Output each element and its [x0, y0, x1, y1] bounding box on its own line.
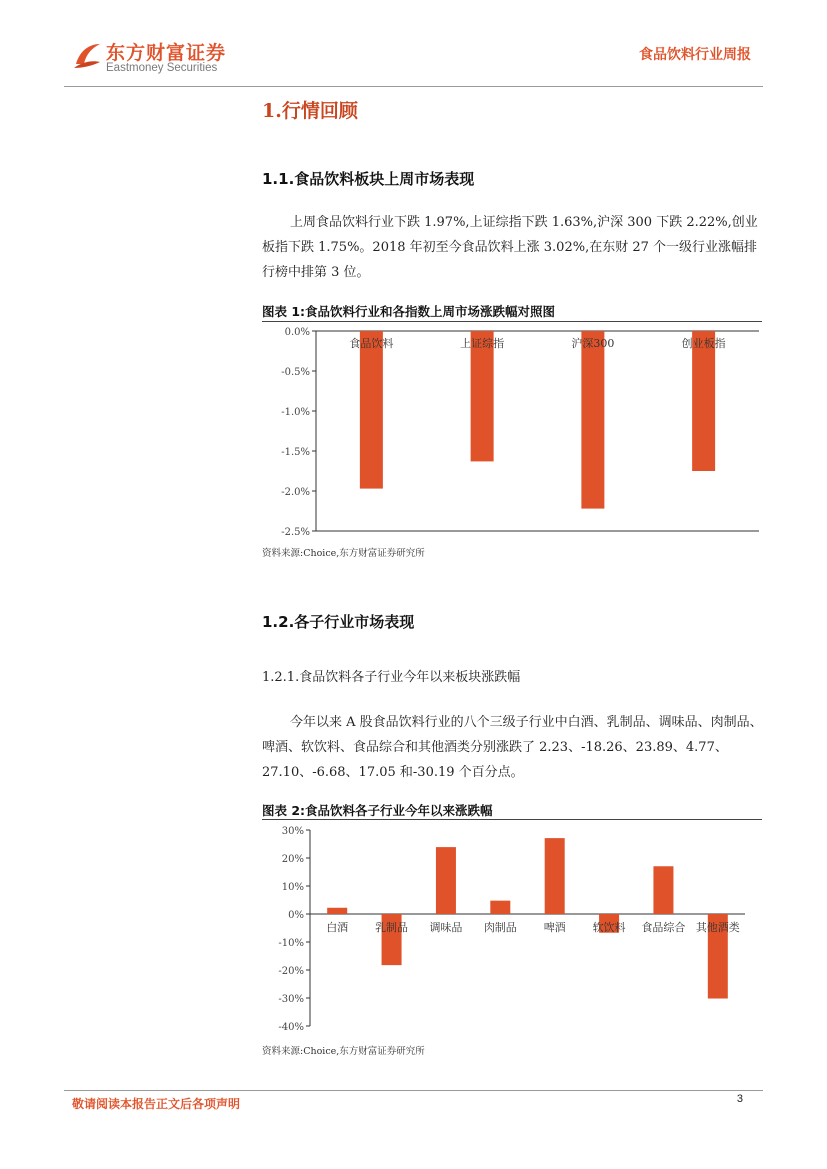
y-tick-label: 30% — [281, 826, 304, 837]
y-tick-label: 10% — [281, 882, 304, 893]
bar — [545, 838, 565, 914]
y-tick-label: 20% — [281, 854, 304, 865]
y-tick-label: -1.0% — [281, 407, 310, 418]
bar — [360, 331, 383, 489]
figure2-title: 图表 2:食品饮料各子行业今年以来涨跌幅 — [262, 803, 493, 818]
figure1-chart — [262, 322, 762, 544]
y-tick-label: -10% — [278, 938, 304, 949]
bar — [327, 908, 347, 914]
figure1-svg — [262, 322, 762, 540]
y-tick-label: -2.5% — [281, 527, 310, 538]
paragraph-market-performance — [262, 210, 767, 285]
x-category-label: 软饮料 — [592, 921, 626, 934]
footer-divider — [64, 1090, 763, 1091]
bar — [581, 331, 604, 509]
x-category-label: 其他酒类 — [695, 921, 740, 934]
y-tick-label: -1.5% — [281, 447, 310, 458]
y-tick-label: -30% — [278, 994, 304, 1005]
logo-mark-icon — [72, 40, 102, 70]
subsection-title-1-2: 1.2.各子行业市场表现 — [262, 613, 415, 631]
bar — [490, 901, 510, 914]
y-tick-label: -20% — [278, 966, 304, 977]
brand-name-en: Eastmoney Securities — [106, 62, 218, 74]
x-category-label: 肉制品 — [483, 921, 517, 934]
y-tick-label: 0% — [288, 910, 304, 921]
figure2-svg — [262, 820, 762, 1038]
figure2-chart — [262, 820, 762, 1042]
y-tick-label: -2.0% — [281, 487, 310, 498]
x-category-label: 食品饮料 — [349, 337, 394, 350]
bar — [653, 866, 673, 914]
x-category-label: 上证综指 — [460, 337, 505, 350]
paragraph-text: 今年以来 A 股食品饮料行业的八个三级子行业中白酒、乳制品、调味品、肉制品、啤酒、软饮料、食品综合和其他酒类分别涨跌了 2.23、-18.26、23.89、4.77、27.10、-6.68、17.05 和-30.19 个百分点。 — [262, 715, 763, 780]
y-tick-label: 0.0% — [284, 327, 310, 338]
report-type: 食品饮料行业周报 — [639, 47, 751, 63]
x-category-label: 调味品 — [429, 921, 463, 934]
bar — [692, 331, 715, 471]
bar — [436, 847, 456, 914]
subsection-title-1-2-1: 1.2.1.食品饮料各子行业今年以来板块涨跌幅 — [262, 670, 521, 685]
x-category-label: 沪深300 — [571, 337, 615, 350]
x-category-label: 白酒 — [326, 921, 349, 934]
y-tick-label: -0.5% — [281, 367, 310, 378]
paragraph-subsector-performance — [262, 710, 767, 785]
x-category-label: 食品综合 — [641, 921, 686, 934]
figure1-source: 资料来源:Choice,东方财富证券研究所 — [262, 548, 425, 559]
subsection-title-1-1: 1.1.食品饮料板块上周市场表现 — [262, 170, 475, 188]
x-category-label: 啤酒 — [543, 921, 566, 934]
footer-disclaimer: 敬请阅读本报告正文后各项声明 — [72, 1097, 241, 1111]
figure1-title: 图表 1:食品饮料行业和各指数上周市场涨跌幅对照图 — [262, 304, 556, 319]
section-title: 1.行情回顾 — [262, 100, 358, 122]
bar — [471, 331, 494, 461]
x-category-label: 创业板指 — [681, 337, 726, 350]
header-divider — [64, 86, 763, 87]
figure2-source: 资料来源:Choice,东方财富证券研究所 — [262, 1046, 425, 1057]
x-category-label: 乳制品 — [375, 921, 409, 934]
y-tick-label: -40% — [278, 1022, 304, 1033]
company-logo — [72, 38, 232, 78]
page-number: 3 — [736, 1093, 743, 1105]
paragraph-text: 上周食品饮料行业下跌 1.97%,上证综指下跌 1.63%,沪深 300 下跌 2.22%,创业板指下跌 1.75%。2018 年初至今食品饮料上涨 3.02%,在东财 27 个一级行业涨幅排行榜中排第 3 位。 — [262, 215, 758, 280]
brand-name-cn: 东方财富证券 — [106, 42, 227, 64]
